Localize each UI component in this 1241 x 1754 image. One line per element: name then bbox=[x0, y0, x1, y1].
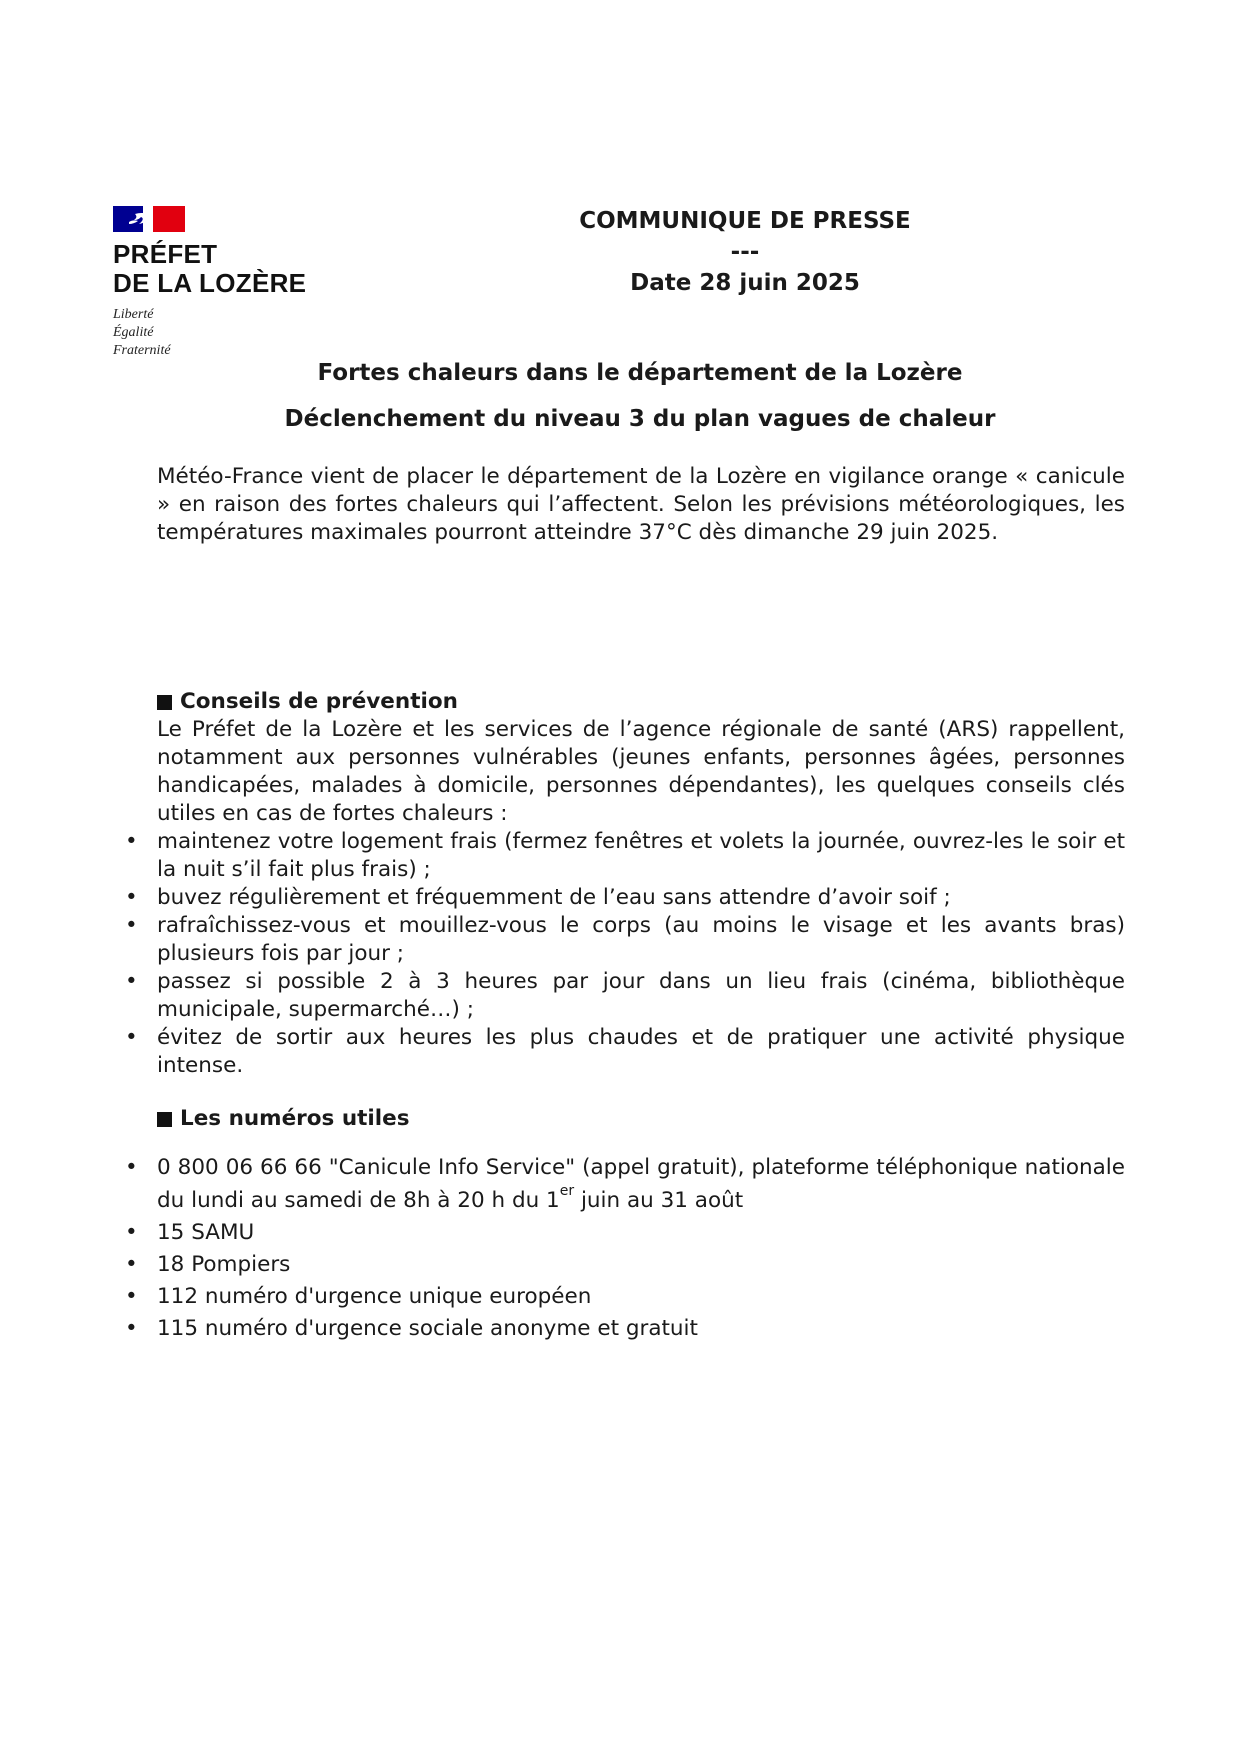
numbers-list bbox=[125, 1151, 1125, 1345]
canicule-info-text: 0 800 06 66 66 "Canicule Info Service" (appel gratuit), plateforme téléphonique nationale du lundi au samedi de 8h à 20 h du 1 bbox=[157, 1155, 1125, 1213]
prevention-heading bbox=[157, 688, 1125, 716]
list-item bbox=[125, 1151, 1125, 1217]
prefecture-logo bbox=[113, 206, 343, 360]
list-item-text: passez si possible 2 à 3 heures par jour dans un lieu frais (cinéma, bibliothèque municipale, supermarché…) ; bbox=[157, 969, 1125, 1022]
motto-egalite: Égalité bbox=[113, 325, 154, 340]
bullet-icon: • bbox=[125, 1025, 138, 1050]
list-item-text: 15 SAMU bbox=[157, 1220, 255, 1245]
bullet-icon: • bbox=[125, 1252, 138, 1277]
marianne-flag-icon bbox=[113, 206, 185, 232]
bullet-icon: • bbox=[125, 969, 138, 994]
list-item-text: maintenez votre logement frais (fermez fenêtres et volets la journée, ouvrez-les le soir et la nuit s’il fait plus frais) ; bbox=[157, 829, 1125, 882]
press-release-date: Date 28 juin 2025 bbox=[630, 270, 860, 296]
list-item bbox=[125, 1024, 1125, 1080]
list-item bbox=[125, 884, 1125, 912]
list-item bbox=[125, 1313, 1125, 1345]
bullet-icon: • bbox=[125, 1155, 138, 1180]
list-item bbox=[125, 968, 1125, 1024]
numbers-section bbox=[125, 1105, 1125, 1345]
canicule-info-dates: juin au 31 août bbox=[574, 1188, 744, 1213]
motto-fraternite: Fraternité bbox=[113, 343, 171, 358]
list-item-text: 115 numéro d'urgence sociale anonyme et gratuit bbox=[157, 1316, 698, 1341]
list-item bbox=[125, 1281, 1125, 1313]
list-item-text: évitez de sortir aux heures les plus chaudes et de pratiquer une activité physique intense. bbox=[157, 1025, 1125, 1078]
header-separator: --- bbox=[730, 239, 760, 265]
list-item bbox=[125, 1249, 1125, 1281]
motto-liberte: Liberté bbox=[113, 307, 154, 322]
bullet-icon: • bbox=[125, 1220, 138, 1245]
prevention-heading-text: Conseils de prévention bbox=[180, 689, 458, 714]
title-line-1: Fortes chaleurs dans le département de la Lozère bbox=[317, 360, 963, 386]
bullet-icon: • bbox=[125, 1284, 138, 1309]
list-item-text: rafraîchissez-vous et mouillez-vous le corps (au moins le visage et les avants bras) plusieurs fois par jour ; bbox=[157, 913, 1125, 966]
prefecture-name-line1: PRÉFET bbox=[113, 239, 218, 269]
bullet-icon: • bbox=[125, 1316, 138, 1341]
prefecture-name-line2: DE LA LOZÈRE bbox=[113, 268, 307, 298]
list-item-text: buvez régulièrement et fréquemment de l’eau sans attendre d’avoir soif ; bbox=[157, 885, 951, 910]
prefecture-name bbox=[113, 240, 343, 298]
list-item bbox=[125, 912, 1125, 968]
numbers-heading bbox=[157, 1105, 1125, 1133]
list-item bbox=[125, 828, 1125, 884]
bullet-icon: • bbox=[125, 829, 138, 854]
ordinal-suffix: er bbox=[559, 1183, 575, 1199]
square-bullet-icon bbox=[157, 695, 172, 710]
intro-paragraph: Météo-France vient de placer le département de la Lozère en vigilance orange « canicule » en raison des fortes chaleurs qui l’affectent. Selon les prévisions météorologiques, les températures maximales pourront atteindre 37°C dès dimanche 29 juin 2025. bbox=[157, 464, 1125, 545]
republic-motto bbox=[113, 306, 343, 360]
bullet-icon: • bbox=[125, 913, 138, 938]
square-bullet-icon bbox=[157, 1112, 172, 1127]
press-release-header bbox=[540, 206, 950, 299]
press-release-titles bbox=[200, 355, 1080, 447]
prevention-section bbox=[125, 688, 1125, 1080]
list-item-text: 18 Pompiers bbox=[157, 1252, 291, 1277]
prevention-list bbox=[125, 828, 1125, 1080]
press-release-heading: COMMUNIQUE DE PRESSE bbox=[579, 208, 911, 234]
bullet-icon: • bbox=[125, 885, 138, 910]
numbers-heading-text: Les numéros utiles bbox=[180, 1106, 410, 1131]
prevention-text: Le Préfet de la Lozère et les services de l’agence régionale de santé (ARS) rappellent, notamment aux personnes vulnérables (jeunes enfants, personnes âgées, personnes handicapées, malades à domicile, personnes dépendantes), les quelques conseils clés utiles en cas de fortes chaleurs : bbox=[157, 717, 1125, 826]
list-item-text: 112 numéro d'urgence unique européen bbox=[157, 1284, 592, 1309]
list-item bbox=[125, 1217, 1125, 1249]
title-line-2: Déclenchement du niveau 3 du plan vagues de chaleur bbox=[284, 406, 996, 432]
